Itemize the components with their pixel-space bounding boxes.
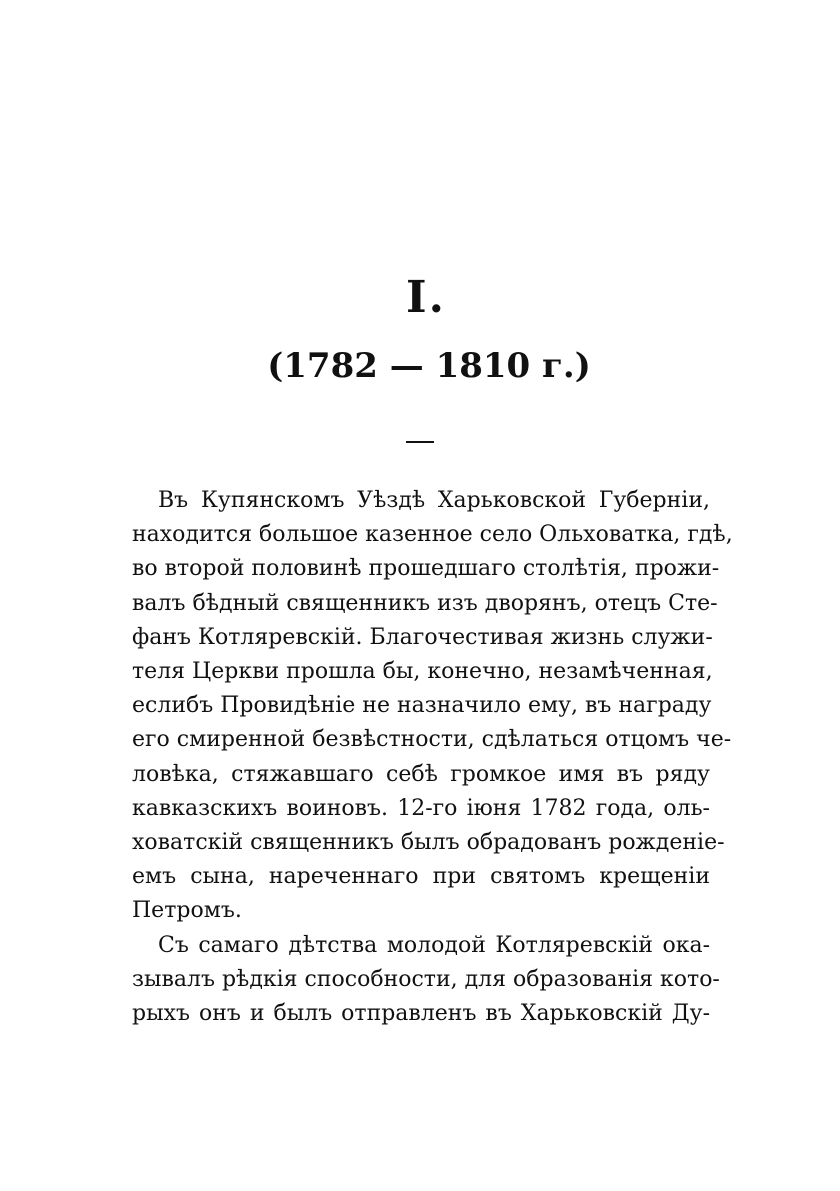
text-line: находится большое казенное село Ольховатка, гдѣ, [132, 522, 733, 548]
section-divider [406, 441, 434, 443]
text-line: Петромъ. [132, 898, 242, 924]
text-line: рыхъ онъ и былъ отправленъ въ Харьковскій Ду- [132, 1001, 710, 1027]
text-line: ловѣка, стяжавшаго себѣ громкое имя въ ряду [132, 761, 710, 787]
paragraph-2 [132, 929, 720, 1032]
text-line: теля Церкви прошла бы, конечно, незамѣченная, [132, 659, 713, 685]
text-line: зывалъ рѣдкія способности, для образованія кото- [132, 966, 720, 992]
text-line: Съ самаго дѣтства молодой Котляревскій ока- [158, 932, 710, 958]
chapter-years: (1782 — 1810 г.) [267, 346, 591, 386]
paragraph-1 [132, 484, 733, 929]
text-line: во второй половинѣ прошедшаго столѣтія, прожи- [132, 556, 720, 582]
body-text [132, 484, 733, 1031]
text-line: валъ бѣдный священникъ изъ дворянъ, отецъ Сте- [132, 590, 718, 616]
text-line: его смиренной безвѣстности, сдѣлаться отцомъ че- [132, 727, 732, 753]
text-line: ховатскій священникъ былъ обрадованъ рожденіе- [132, 830, 725, 856]
text-line: Въ Купянскомъ Уѣздѣ Харьковской Губерніи, [158, 488, 710, 513]
chapter-number: I. [406, 272, 446, 323]
text-line: фанъ Котляревскій. Благочестивая жизнь служи- [132, 624, 713, 650]
text-line: емъ сына, нареченнаго при святомъ крещеніи [132, 864, 710, 890]
text-line: кавказскихъ воиновъ. 12-го іюня 1782 года, оль- [132, 795, 710, 821]
text-line: еслибъ Провидѣніе не назначило ему, въ награду [132, 693, 712, 719]
